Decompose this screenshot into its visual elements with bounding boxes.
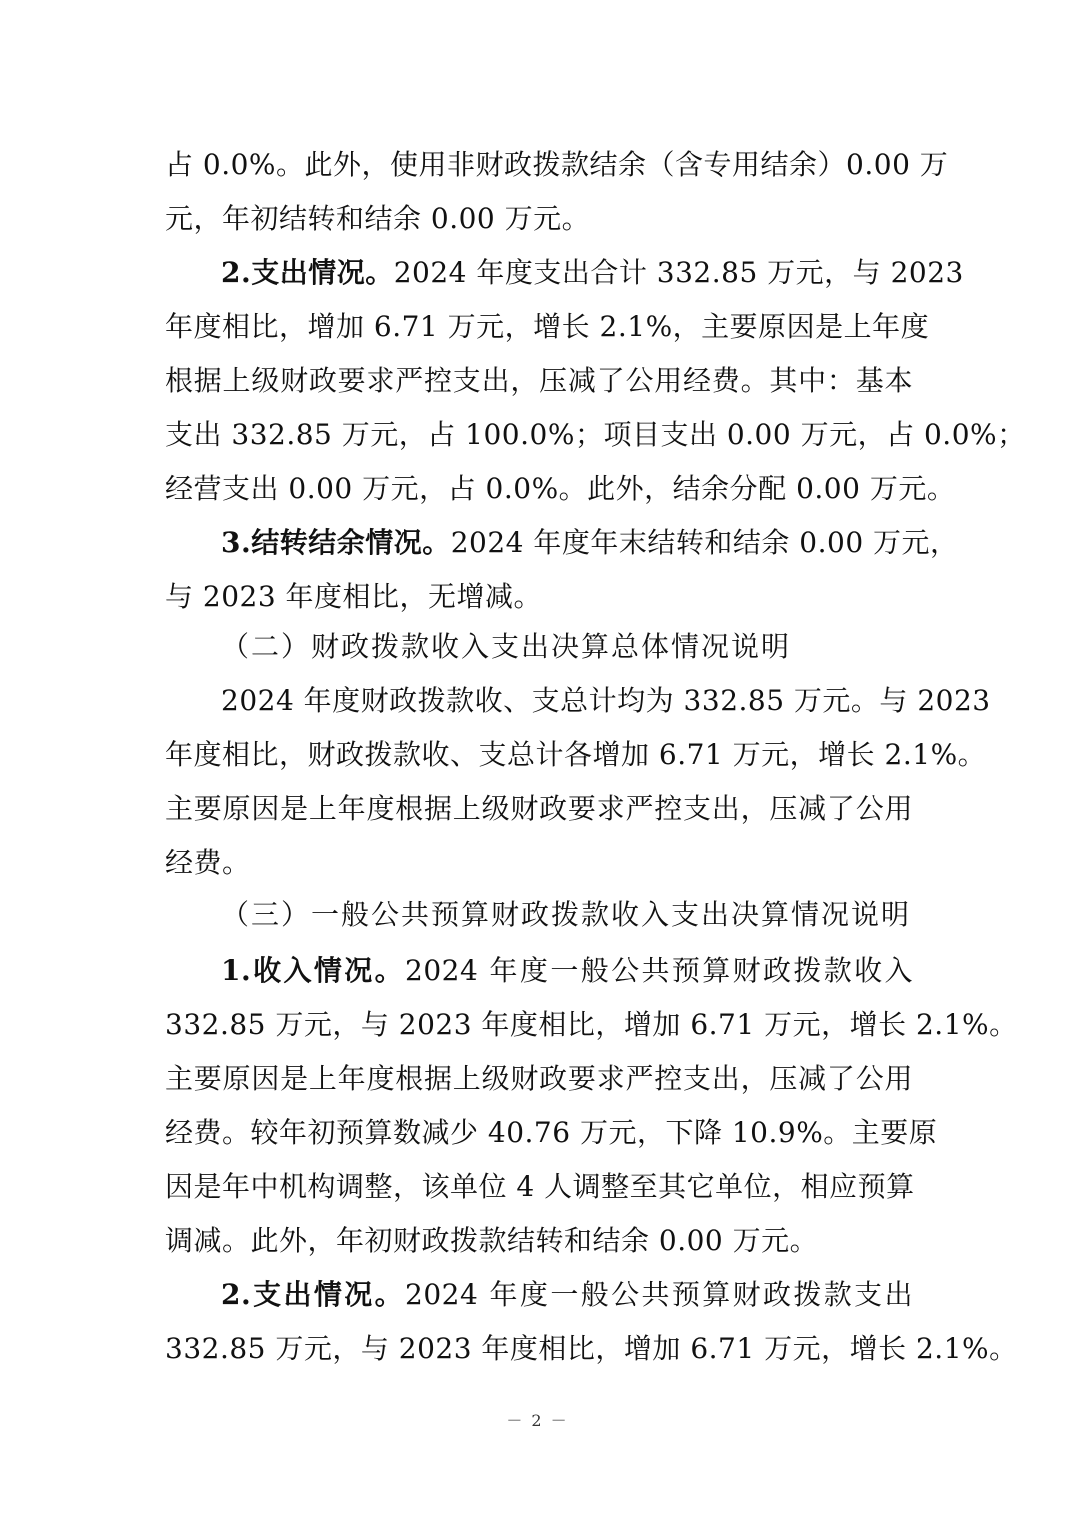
subsection-title: （三）一般公共预算财政拨款收入支出决算情况说明 [221, 898, 912, 931]
text-line: 2024 年度财政拨款收、支总计均为 332.85 万元。与 2023 [221, 684, 991, 717]
text-line: 元，年初结转和结余 0.00 万元。 [165, 202, 591, 235]
text-line: 主要原因是上年度根据上级财政要求严控支出，压减了公用 [165, 1062, 913, 1095]
section-heading: 1.收入情况。 [221, 954, 406, 987]
text-line: 主要原因是上年度根据上级财政要求严控支出，压减了公用 [165, 792, 913, 825]
text-span: 2024 年度一般公共预算财政拨款支出 [405, 1278, 913, 1311]
text-line: 因是年中机构调整，该单位 4 人调整至其它单位，相应预算 [165, 1170, 915, 1203]
text-line: 经营支出 0.00 万元，占 0.0%。此外，结余分配 0.00 万元。 [165, 472, 956, 505]
text-line: 经费。较年初预算数减少 40.76 万元，下降 10.9%。主要原 [165, 1116, 938, 1149]
text-line: 年度相比，增加 6.71 万元，增长 2.1%，主要原因是上年度 [165, 310, 930, 343]
page-number: － 2 － [506, 1411, 569, 1430]
text-line [221, 516, 959, 570]
text-line: 根据上级财政要求严控支出，压减了公用经费。其中：基本 [165, 364, 913, 397]
text-line [221, 944, 913, 998]
text-line: 支出 332.85 万元，占 100.0%；项目支出 0.00 万元，占 0.0%； [165, 418, 1026, 451]
text-line: 332.85 万元，与 2023 年度相比，增加 6.71 万元，增长 2.1%。 [165, 1008, 1018, 1041]
text-line: 332.85 万元，与 2023 年度相比，增加 6.71 万元，增长 2.1%。 [165, 1332, 1018, 1365]
text-line: 占 0.0%。此外，使用非财政拨款结余（含专用结余）0.00 万 [165, 148, 949, 181]
text-span: 2024 年度年末结转和结余 0.00 万元， [450, 526, 959, 559]
section-heading: 2.支出情况。 [221, 256, 394, 289]
subsection-title: （二）财政拨款收入支出决算总体情况说明 [221, 630, 792, 663]
section-heading: 3.结转结余情况。 [221, 526, 451, 559]
text-line [221, 246, 964, 300]
text-line: 年度相比，财政拨款收、支总计各增加 6.71 万元，增长 2.1%。 [165, 738, 987, 771]
text-line: 与 2023 年度相比，无增减。 [165, 580, 543, 613]
text-line: 调减。此外，年初财政拨款结转和结余 0.00 万元。 [165, 1224, 819, 1257]
text-line [221, 1268, 913, 1322]
section-heading: 2.支出情况。 [221, 1278, 406, 1311]
text-line: 经费。 [165, 846, 251, 879]
text-span: 2024 年度一般公共预算财政拨款收入 [405, 954, 913, 987]
text-span: 2024 年度支出合计 332.85 万元，与 2023 [393, 256, 964, 289]
